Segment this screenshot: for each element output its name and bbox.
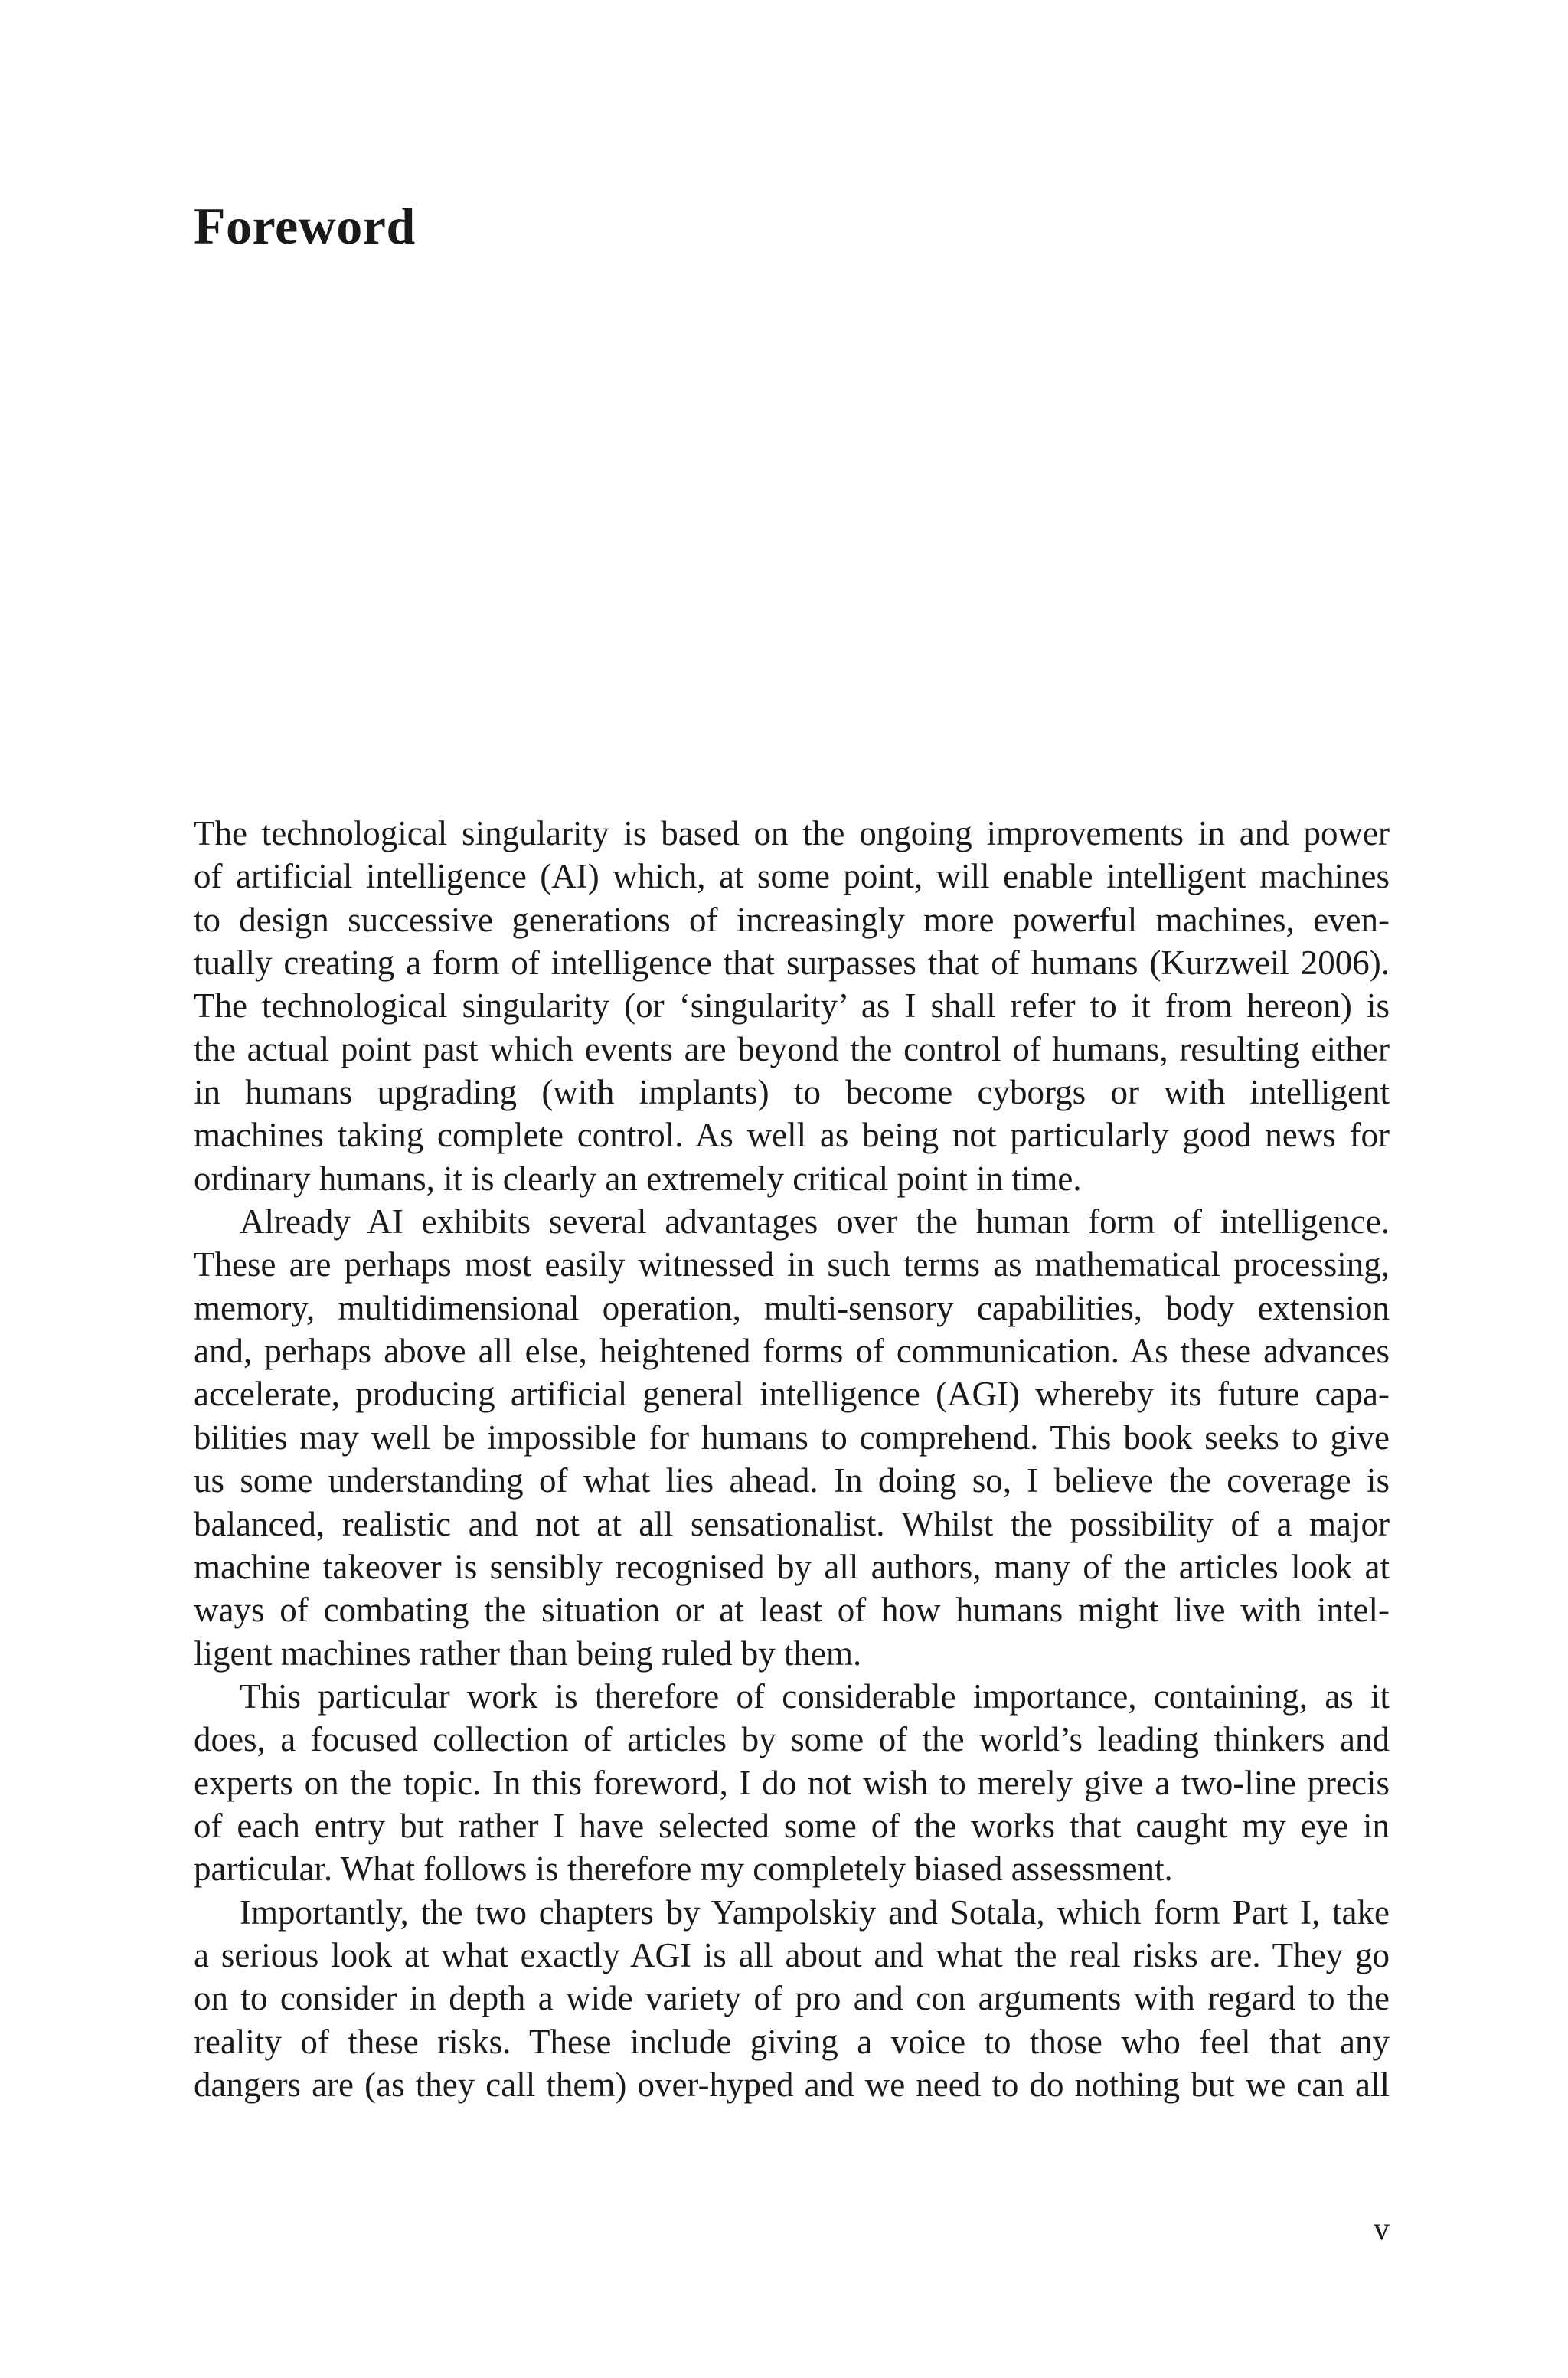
text-line: This particular work is therefore of considerable importance, containing, as it	[240, 1676, 1390, 1716]
page-number: v	[1374, 2212, 1390, 2247]
text-line: The technological singularity (or ‘singularity’ as I shall refer to it from hereon) is	[194, 986, 1390, 1025]
text-line: a serious look at what exactly AGI is all about and what the real risks are. They go	[194, 1935, 1390, 1974]
text-line: ways of combating the situation or at least of how humans might live with intel-	[194, 1591, 1390, 1630]
text-line: machine takeover is sensibly recognised by all authors, many of the articles look at	[194, 1547, 1390, 1586]
text-line: the actual point past which events are beyond the control of humans, resulting either	[194, 1029, 1390, 1068]
page-title: Foreword	[194, 197, 416, 255]
text-line: us some understanding of what lies ahead. In doing so, I believe the coverage is	[194, 1461, 1390, 1500]
text-line: to design successive generations of increasingly more powerful machines, even-	[194, 900, 1390, 939]
text-line: in humans upgrading (with implants) to become cyborgs or with intelligent	[194, 1073, 1390, 1112]
text-line: experts on the topic. In this foreword, I do not wish to merely give a two-line precis	[194, 1763, 1390, 1802]
text-line: of each entry but rather I have selected some of the works that caught my eye in	[194, 1806, 1390, 1845]
foreword-body	[194, 812, 1390, 2106]
text-line: of artificial intelligence (AI) which, at some point, will enable intelligent machines	[194, 857, 1390, 896]
text-line: dangers are (as they call them) over-hyped and we need to do nothing but we can all	[194, 2065, 1390, 2104]
text-line: memory, multidimensional operation, multi-sensory capabilities, body extension	[194, 1288, 1390, 1327]
text-line: bilities may well be impossible for humans to comprehend. This book seeks to give	[194, 1418, 1390, 1457]
text-line: reality of these risks. These include giving a voice to those who feel that any	[194, 2022, 1390, 2061]
text-line: accelerate, producing artificial general intelligence (AGI) whereby its future capa-	[194, 1375, 1390, 1414]
text-line: Importantly, the two chapters by Yampolskiy and Sotala, which form Part I, take	[240, 1892, 1390, 1932]
text-line: tually creating a form of intelligence that surpasses that of humans (Kurzweil 2006).	[194, 944, 1390, 983]
text-line: The technological singularity is based on the ongoing improvements in and power	[194, 814, 1390, 852]
text-line: ligent machines rather than being ruled by them.	[194, 1634, 862, 1673]
text-line: ordinary humans, it is clearly an extremely critical point in time.	[194, 1159, 1082, 1198]
text-line: These are perhaps most easily witnessed in such terms as mathematical processing,	[194, 1245, 1390, 1284]
text-line: and, perhaps above all else, heightened forms of communication. As these advances	[194, 1332, 1390, 1371]
text-line: balanced, realistic and not at all sensationalist. Whilst the possibility of a major	[194, 1504, 1390, 1543]
text-line: on to consider in depth a wide variety of pro and con arguments with regard to the	[194, 1979, 1390, 2018]
text-line: machines taking complete control. As well as being not particularly good news for	[194, 1116, 1390, 1155]
text-line: particular. What follows is therefore my completely biased assessment.	[194, 1850, 1173, 1889]
text-line: does, a focused collection of articles by some of the world’s leading thinkers and	[194, 1720, 1390, 1759]
text-line: Already AI exhibits several advantages over the human form of intelligence.	[240, 1202, 1390, 1241]
